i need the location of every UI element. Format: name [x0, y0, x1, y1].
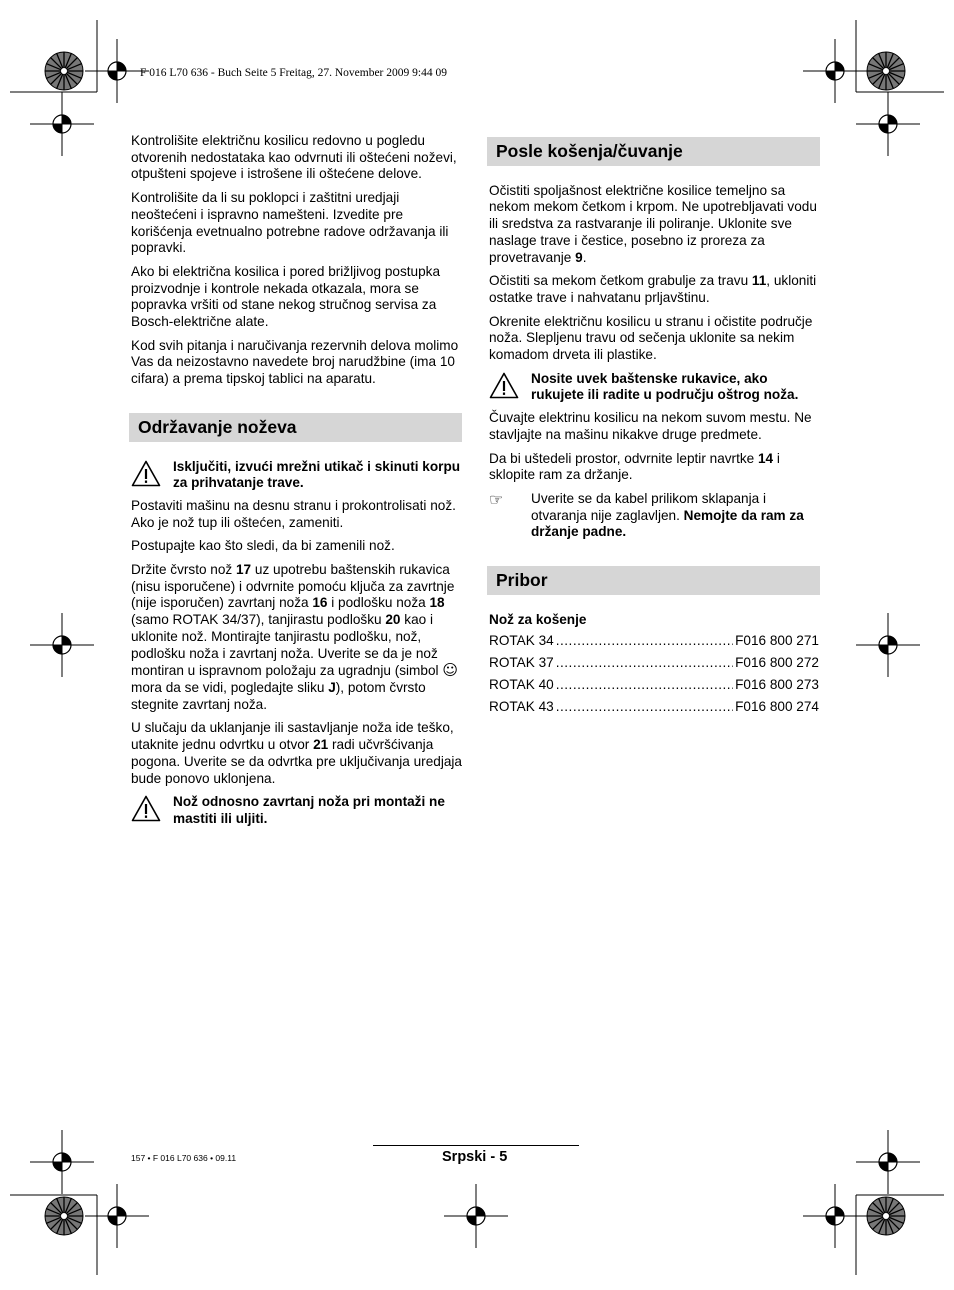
warning-triangle-icon: [131, 459, 173, 492]
leader-dots: [556, 655, 733, 672]
paragraph: [489, 183, 821, 267]
right-column: [489, 137, 821, 721]
text: mora da se vidi, pogledajte sliku: [131, 679, 329, 695]
text: , ukloniti ostatke trave i nahvatanu prljavštinu.: [489, 273, 817, 305]
note-block: [489, 491, 821, 541]
leader-dots: [556, 633, 733, 650]
pointing-hand-icon: ☞: [489, 491, 504, 509]
section-heading-accessories: Pribor: [487, 566, 820, 595]
part-number: 20: [385, 612, 401, 628]
text-bold: Nemojte da ram za držanje padne.: [531, 507, 804, 540]
part-number: 17: [236, 562, 252, 578]
model-name: ROTAK 40: [489, 677, 554, 693]
leader-dots: [556, 677, 733, 694]
paragraph: Postupajte kao što sledi, da bi zamenili nož.: [131, 538, 395, 554]
paragraph: Kod svih pitanja i naručivanja rezervnih delova molimo Vas da neizostavno navedete broj narudžbine (ima 10 cifara) a prema tipskoj tablici na aparatu.: [131, 337, 459, 387]
text: kao i uklonite nož. Montirajte tanjirastu podlošku, nož, podlošku noža i zavrtanj noža. Uverite se da je nož montiran u ispravnom položaju za ugradnju (simbol: [131, 612, 443, 679]
accessories-list: [489, 633, 819, 721]
paragraph: [489, 273, 821, 306]
model-name: ROTAK 37: [489, 655, 554, 671]
model-name: ROTAK 43: [489, 699, 554, 715]
smiley-icon: ☺: [442, 661, 458, 680]
text: radi učvršćivanja pogona. Uverite se da odvrtka pre uključivanja uredjaja bude ponovo uklonjena.: [131, 737, 462, 786]
warning-text: Isključiti, izvući mrežni utikač i skinuti korpu za prihvatanje trave.: [173, 458, 461, 491]
left-column: [131, 133, 463, 834]
paragraph-blade-replacement: [131, 562, 463, 713]
section-heading-after-mowing: Posle košenja/čuvanje: [487, 137, 820, 166]
print-header: F 016 L70 636 - Buch Seite 5 Freitag, 27. November 2009 9:44 09: [140, 67, 447, 79]
part-number: 9: [575, 249, 583, 265]
text: Da bi uštedeli prostor, odvrnite leptir navrtke: [489, 450, 758, 466]
order-number: F016 800 273: [735, 677, 819, 693]
warning-text: Nož odnosno zavrtanj noža pri montaži ne mastiti ili uljiti.: [173, 794, 445, 826]
text: i sklopite ram za držanje.: [489, 450, 780, 483]
footer-rule: [373, 1145, 579, 1146]
paragraph: [489, 451, 821, 484]
paragraph: Čuvajte elektrinu kosilicu na nekom suvom mestu. Ne stavljajte na mašinu nikakve druge predmete.: [489, 410, 812, 442]
section-heading-blade-maintenance: Održavanje noževa: [129, 413, 462, 442]
paragraph: Ako bi električna kosilica i pored brižljivog postupka proizvodnje i kontrole nekada otkazala, mora se popravka vršiti od stane nekog stručnog servisa za Bosch-električne alate.: [131, 263, 441, 330]
text: Uverite se da kabel prilikom sklapanja i otvaranja nije zaglavljen.: [531, 490, 766, 523]
figure-reference: J: [328, 679, 336, 695]
warning-block: [131, 459, 463, 492]
part-number: 21: [313, 737, 329, 753]
part-number: 18: [429, 595, 445, 611]
warning-triangle-icon: [489, 371, 531, 404]
paragraph: Postaviti mašinu na desnu stranu i prokontrolisati nož. Ako je nož tup ili oštećen, zameniti.: [131, 497, 456, 530]
text: ), potom čvrsto stegnite zavrtanj noža.: [131, 679, 426, 712]
warning-triangle-icon: [131, 794, 173, 827]
text: (samo ROTAK 34/37), tanjirastu podlošku: [131, 612, 386, 628]
paragraph: Okrenite električnu kosilicu u stranu i očistite područje noža. Slepljenu travu od sečenja uklonite sa nekim komadom drveta ili plastike.: [489, 313, 813, 363]
list-item: [489, 699, 819, 721]
text: U slučaju da uklanjanje ili sastavljanje noža ide teško, utaknite jednu odvrtku u otvor: [131, 720, 454, 753]
paragraph: Kontrolišite električnu kosilicu redovno u pogledu otvorenih nedostataka kao odvrnuti ili oštećeni noževi, otpušteni spojeve i istrošene ili oštećene delove.: [131, 133, 457, 182]
text: .: [582, 249, 587, 265]
warning-block: [131, 794, 463, 827]
warning-block: [489, 371, 821, 404]
text: Očistiti sa mekom četkom grabulje za travu: [489, 273, 752, 289]
part-number: 16: [312, 595, 328, 611]
model-name: ROTAK 34: [489, 633, 554, 649]
text: Očistiti spoljašnost električne kosilice temeljno sa nekom mekom četkom i krpom. Ne upotrebljavati vodu ili sredstva za rastvaranje ili poliranje. Uklonite sve naslage trave i čestice, posebno iz proreza za provetravanje: [489, 182, 817, 265]
text: Držite čvrsto nož: [131, 562, 236, 578]
accessories-subheading: Nož za košenje: [489, 611, 587, 627]
text: i podlošku noža: [327, 595, 430, 611]
part-number: 14: [758, 450, 774, 466]
leader-dots: [556, 699, 733, 716]
note-text: [531, 491, 821, 541]
order-number: F016 800 271: [735, 633, 819, 649]
list-item: [489, 677, 819, 699]
footer-code: 157 • F 016 L70 636 • 09.11: [131, 1153, 237, 1163]
order-number: F016 800 274: [735, 699, 819, 715]
paragraph: [131, 720, 463, 787]
paragraph: Kontrolišite da li su poklopci i zaštitni uredjaji neoštećeni i ispravno namešteni. Izvedite pre korišćenja evetnualno potrebne radove održavanja ili popravki.: [131, 190, 449, 256]
list-item: [489, 633, 819, 655]
part-number: 11: [751, 273, 767, 289]
warning-text: Nosite uvek baštenske rukavice, ako rukujete ili radite u području oštrog noža.: [531, 370, 799, 403]
order-number: F016 800 272: [735, 655, 819, 671]
page-number: Srpski - 5: [442, 1149, 508, 1165]
list-item: [489, 655, 819, 677]
text: uz upotrebu baštenskih rukavica (nisu isporučene) i odvrnite pomoću ključa za zavrtnje (nije isporučen) zavrtanj noža: [131, 562, 455, 611]
